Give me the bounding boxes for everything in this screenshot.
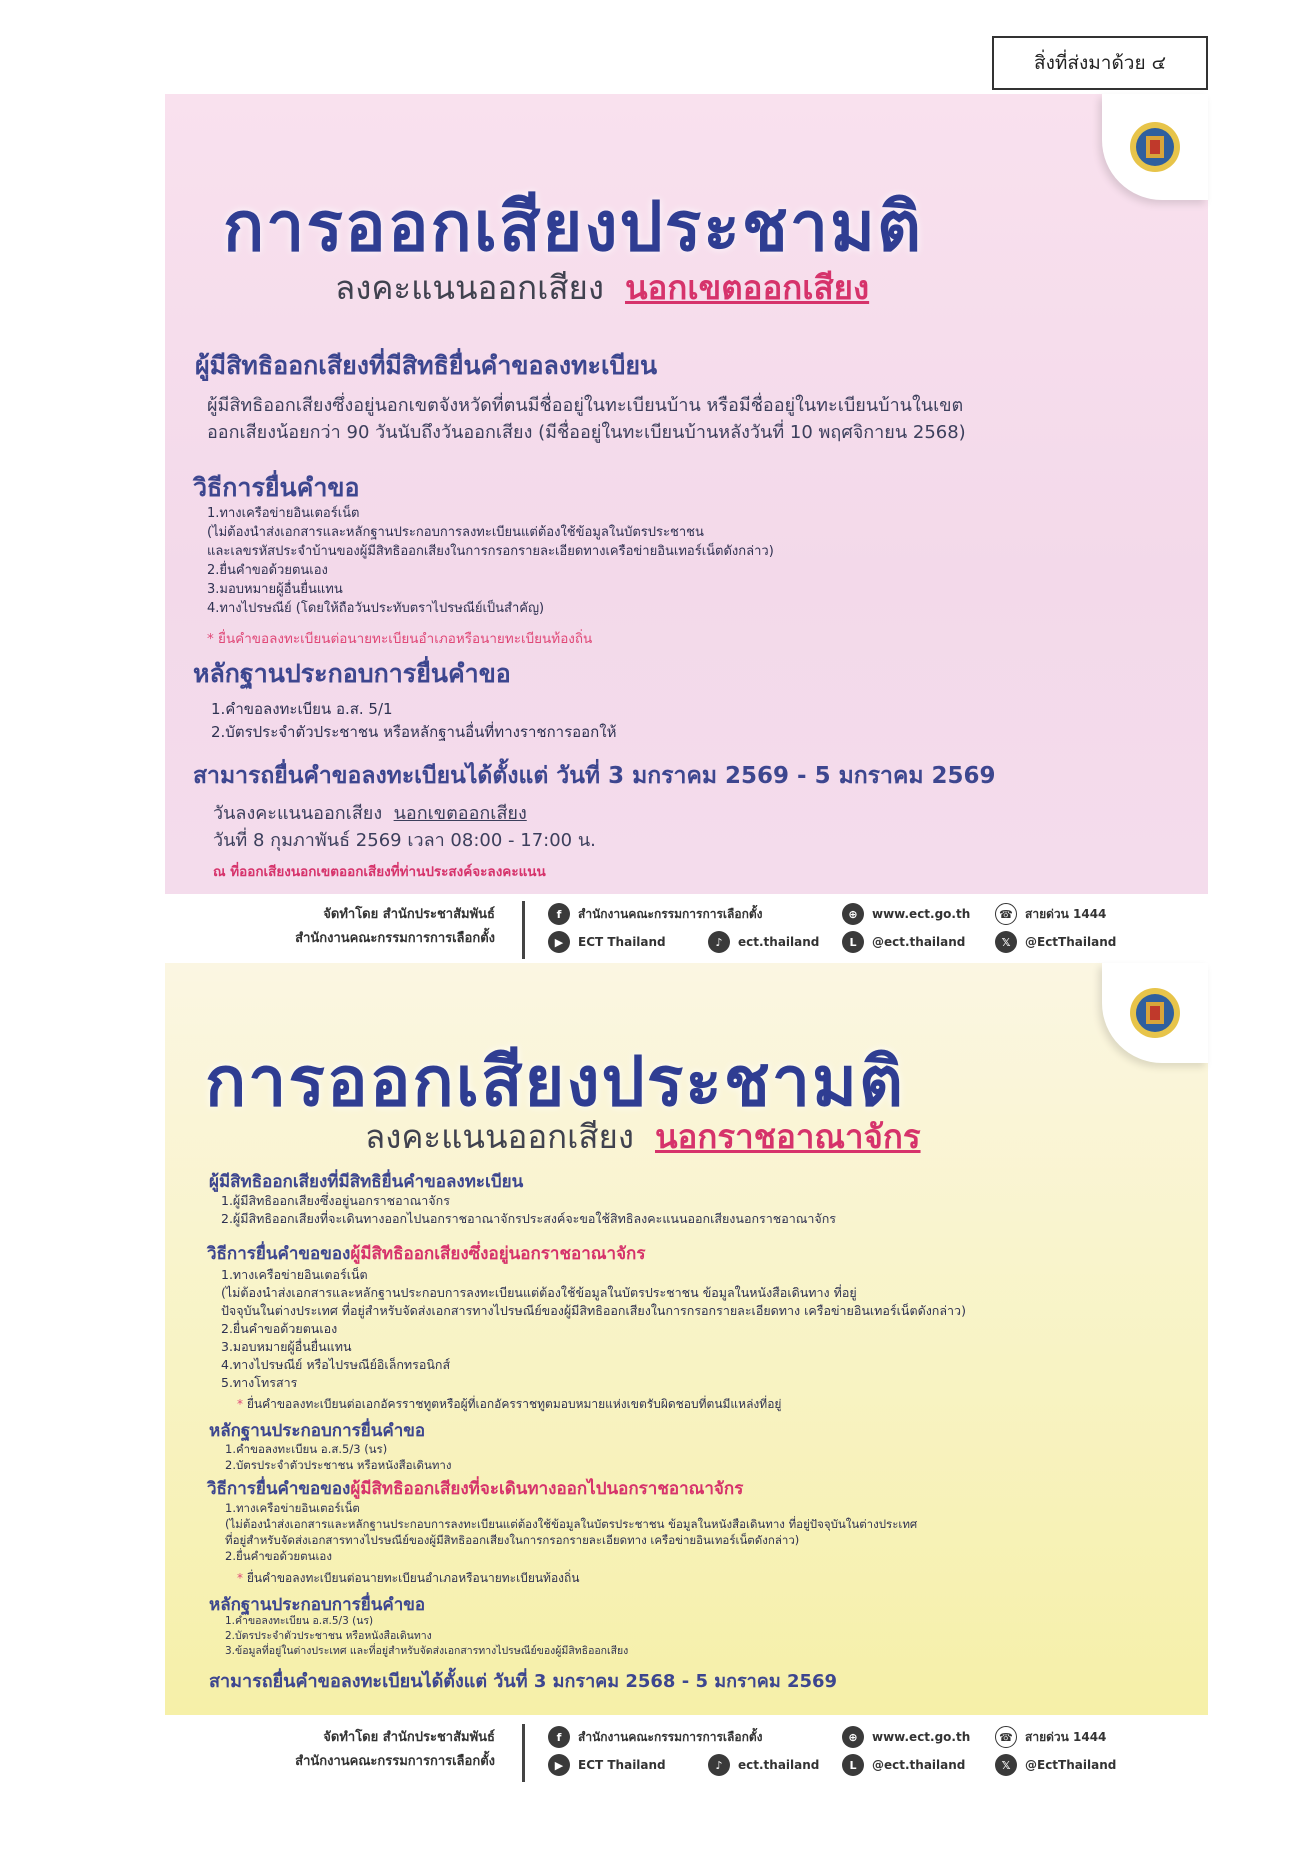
website-link[interactable]: ⊕ www.ect.go.th [842,903,970,925]
poster1-title: การออกเสียงประชามติ [223,188,924,267]
facebook-link[interactable]: f สำนักงานคณะกรรมการการเลือกตั้ง [548,1726,762,1748]
poster1-register-period: สามารถยื่นคำขอลงทะเบียนได้ตั้งแต่ วันที่ 3 มกราคม 2569 - 5 มกราคม 2569 [193,763,996,789]
poster1-eligible-heading: ผู้มีสิทธิออกเสียงที่มีสิทธิยื่นคำขอลงทะเบียน [195,351,658,380]
globe-icon: ⊕ [842,1726,864,1748]
poster-out-of-district [165,94,1208,894]
poster2-method-b-note: * ยื่นคำขอลงทะเบียนต่อนายทะเบียนอำเภอหรือนายทะเบียนท้องถิ่น [237,1571,580,1585]
poster1-subtitle: ลงคะแนนออกเสียง นอกเขตออกเสียง [335,268,870,307]
footer-bottom: จัดทำโดย สำนักประชาสัมพันธ์ สำนักงานคณะกรรมการการเลือกตั้ง f สำนักงานคณะกรรมการการเลือกตั้ง ⊕ www.ect.go.th ☎ สายด่วน 1444 ▶ ECT Thailand ♪ ect.thailand L @ect.thailand 𝕏 @EctThailand [230,1722,1130,1782]
x-icon: 𝕏 [995,931,1017,953]
globe-icon: ⊕ [842,903,864,925]
poster2-evidence-b-list: 1.คำขอลงทะเบียน อ.ส.5/3 (นร) 2.บัตรประจำตัวประชาชน หรือหนังสือเดินทาง 3.ข้อมูลที่อยู่ในต่างประเทศ และที่อยู่สำหรับจัดส่งเอกสารทางไปรษณีย์ของผู้มีสิทธิออกเสียง [225,1615,629,1657]
poster2-title: การออกเสียงประชามติ [205,1043,906,1122]
tiktok-icon: ♪ [708,1754,730,1776]
facebook-icon: f [548,903,570,925]
poster1-method-list: 1.ทางเครือข่ายอินเตอร์เน็ต (ไม่ต้องนำส่งเอกสารและหลักฐานประกอบการลงทะเบียนแต่ต้องใช้ข้อมูลในบัตรประชาชน และเลขรหัสประจำบ้านของผู้มีสิทธิออกเสียงในการกรอกรายละเอียดทางเครือข่ายอินเทอร์เน็ตดังกล่าว) 2.ยื่นคำขอด้วยตนเอง 3.มอบหมายผู้อื่นยื่นแทน 4.ทางไปรษณีย์ (โดยให้ถือวันประทับตราไปรษณีย์เป็นสำคัญ) [207,506,774,616]
poster1-vote-place-note: ณ ที่ออกเสียงนอกเขตออกเสียงที่ท่านประสงค์จะลงคะแนน [213,864,546,880]
poster1-eligible-text: ผู้มีสิทธิออกเสียงซึ่งอยู่นอกเขตจังหวัดที่ตนมีชื่ออยู่ในทะเบียนบ้าน หรือมีชื่ออยู่ในทะเบียนบ้านในเขต ออกเสียงน้อยกว่า 90 วันนับถึงวันออกเสียง (มีชื่ออยู่ในทะเบียนบ้านหลังวันที่ 10 พฤศจิกายน 2568) [207,395,966,443]
ect-logo-icon [1128,986,1182,1040]
youtube-icon: ▶ [548,1754,570,1776]
poster1-method-heading: วิธีการยื่นคำขอ [193,473,360,502]
ect-logo-icon [1128,120,1182,174]
poster2-evidence-a-heading: หลักฐานประกอบการยื่นคำขอ [209,1421,426,1441]
line-icon: L [842,1754,864,1776]
x-icon: 𝕏 [995,1754,1017,1776]
poster2-method-a-list: 1.ทางเครือข่ายอินเตอร์เน็ต (ไม่ต้องนำส่งเอกสารและหลักฐานประกอบการลงทะเบียนแต่ต้องใช้ข้อมูลในบัตรประชาชน ข้อมูลในหนังสือเดินทาง ที่อยู่ ปัจจุบันในต่างประเทศ ที่อยู่สำหรับจัดส่งเอกสารทางไปรษณีย์ของผู้มีสิทธิออกเสียงในการกรอกรายละเอียดทาง เครือข่ายอินเทอร์เน็ตดังกล่าว) 2.ยื่นคำขอด้วยตนเอง 3.มอบหมายผู้อื่นยื่นแทน 4.ทางไปรษณีย์ หรือไปรษณีย์อิเล็กทรอนิกส์ 5.ทางโทรสาร [221,1267,966,1390]
x-link[interactable]: 𝕏 @EctThailand [995,931,1116,953]
line-link[interactable]: L @ect.thailand [842,931,965,953]
poster2-evidence-a-list: 1.คำขอลงทะเบียน อ.ส.5/3 (นร) 2.บัตรประจำตัวประชาชน หรือหนังสือเดินทาง [225,1442,452,1472]
poster2-method-b-list: 1.ทางเครือข่ายอินเตอร์เน็ต (ไม่ต้องนำส่งเอกสารและหลักฐานประกอบการลงทะเบียนแต่ต้องใช้ข้อมูลในบัตรประชาชน ข้อมูลในหนังสือเดินทาง ที่อยู่ปัจจุบันในต่างประเทศ ที่อยู่สำหรับจัดส่งเอกสารทางไปรษณีย์ของผู้มีสิทธิออกเสียงในการกรอกรายละเอียดทาง เครือข่ายอินเทอร์เน็ตดังกล่าว) 2.ยื่นคำขอด้วยตนเอง [225,1501,918,1563]
hotline-link[interactable]: ☎ สายด่วน 1444 [995,1726,1106,1748]
poster2-evidence-b-heading: หลักฐานประกอบการยื่นคำขอ [209,1595,426,1615]
poster2-method-a-heading: วิธีการยื่นคำขอของผู้มีสิทธิออกเสียงซึ่งอยู่นอกราชอาณาจักร [207,1244,646,1264]
poster-outside-kingdom [165,963,1208,1715]
ect-logo-badge [1102,94,1208,200]
tiktok-link[interactable]: ♪ ect.thailand [708,931,819,953]
attachment-tag: สิ่งที่ส่งมาด้วย ๔ [992,36,1208,90]
poster2-register-period: สามารถยื่นคำขอลงทะเบียนได้ตั้งแต่ วันที่ 3 มกราคม 2568 - 5 มกราคม 2569 [209,1671,838,1692]
poster2-eligible-heading: ผู้มีสิทธิออกเสียงที่มีสิทธิยื่นคำขอลงทะเบียน [209,1172,524,1192]
poster2-method-a-note: * ยื่นคำขอลงทะเบียนต่อเอกอัครราชทูตหรือผู้ที่เอกอัครราชทูตมอบหมายแห่งเขตรับผิดชอบที่ตนมีแหล่งที่อยู่ [237,1397,782,1411]
phone-icon: ☎ [995,903,1017,925]
poster2-method-b-heading: วิธีการยื่นคำขอของผู้มีสิทธิออกเสียงที่จะเดินทางออกไปนอกราชอาณาจักร [207,1479,744,1499]
youtube-link[interactable]: ▶ ECT Thailand [548,931,666,953]
poster1-evidence-heading: หลักฐานประกอบการยื่นคำขอ [193,659,511,688]
phone-icon: ☎ [995,1726,1017,1748]
ect-logo-badge-2 [1102,963,1208,1063]
footer-top: จัดทำโดย สำนักประชาสัมพันธ์ สำนักงานคณะกรรมการการเลือกตั้ง f สำนักงานคณะกรรมการการเลือกตั้ง ⊕ www.ect.go.th ☎ สายด่วน 1444 ▶ ECT Thailand ♪ ect.thailand L @ect.thailand 𝕏 @EctThailand [230,899,1130,959]
tiktok-link[interactable]: ♪ ect.thailand [708,1754,819,1776]
poster1-vote-day: วันลงคะแนนออกเสียง นอกเขตออกเสียง วันที่ 8 กุมภาพันธ์ 2569 เวลา 08:00 - 17:00 น. [213,803,596,851]
poster1-evidence-list: 1.คำขอลงทะเบียน อ.ส. 5/1 2.บัตรประจำตัวประชาชน หรือหลักฐานอื่นที่ทางราชการออกให้ [211,700,617,741]
poster2-eligible-list: 1.ผู้มีสิทธิออกเสียงซึ่งอยู่นอกราชอาณาจักร 2.ผู้มีสิทธิออกเสียงที่จะเดินทางออกไปนอกราชอาณาจักรประสงค์จะขอใช้สิทธิลงคะแนนออกเสียงนอกราชอาณาจักร [221,1193,836,1226]
facebook-icon: f [548,1726,570,1748]
facebook-link[interactable]: f สำนักงานคณะกรรมการการเลือกตั้ง [548,903,762,925]
poster2-subtitle: ลงคะแนนออกเสียง นอกราชอาณาจักร [365,1117,921,1156]
website-link[interactable]: ⊕ www.ect.go.th [842,1726,970,1748]
line-icon: L [842,931,864,953]
poster1-method-note: * ยื่นคำขอลงทะเบียนต่อนายทะเบียนอำเภอหรือนายทะเบียนท้องถิ่น [207,631,593,647]
tiktok-icon: ♪ [708,931,730,953]
hotline-link[interactable]: ☎ สายด่วน 1444 [995,903,1106,925]
youtube-link[interactable]: ▶ ECT Thailand [548,1754,666,1776]
x-link[interactable]: 𝕏 @EctThailand [995,1754,1116,1776]
youtube-icon: ▶ [548,931,570,953]
line-link[interactable]: L @ect.thailand [842,1754,965,1776]
